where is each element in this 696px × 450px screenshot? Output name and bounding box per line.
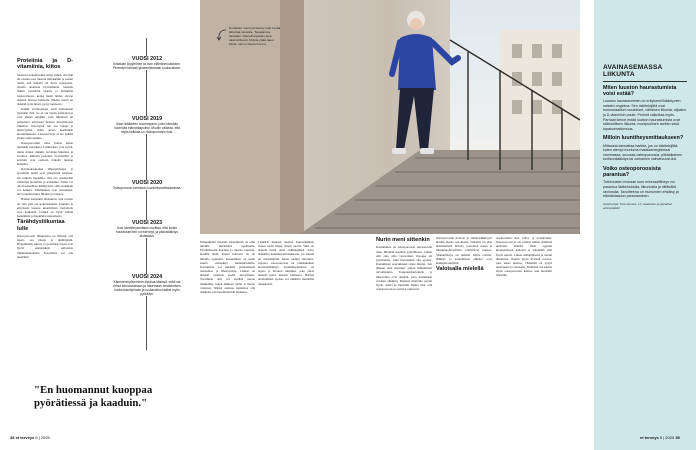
paragraph: Osteoporoosin liikunnassa on tärkeää, että luusto saa iskuja ja tärähdyksiä. Hyppiminen, kävely ja portaiden nousu ovat hyviä esimerkkejä sellaisista liikuntamuodoista. Kuormitus voi olla pientäkin. [17, 233, 73, 259]
paragraph: Kaatuminen on osteoporoosia sairastavalle riski. Minäkin kaaduin pyöräillessä, vaikka olin aina ollut varovainen. Kuoppa oli pyörätiessä, enkä huomannut sitä ajoissa. Kaatumisen seurauksena ranne murtui. Sen jälkeen olen miettinyt paljon liikkumisen turvallisuutta. Tasapainoharjoittelu ja lihasvoima ovat tärkeitä, jotta kaatumisia voidaan ehkäistä. Ranteen murtuma parani hyvin, mutta se muistutti minua siitä, että osteoporoosi on otettava vakavasti. [376, 245, 432, 291]
sidebar-answer: Mittausta kannattaa harkita, jos on riskitekijöitä, kuten aiempi murtuma matalaenergisessä vammassa, suvussa osteoporoosia, pitkäaikainen kortisonilääkitys tai varhainen vaihdevuosi-ikä. [603, 143, 683, 162]
sidebar-question: Voiko osteoporoosista parantua? [603, 165, 661, 179]
left-article-column [17, 57, 73, 260]
page-number: 39 [675, 435, 680, 440]
timeline [106, 34, 188, 364]
paragraph: Osteoporoosiin tulee hoitaa kuten muitakin sairauksia. Lääkitykset ovat hyviä, mutta niiden rinnalle tarvitaan liikuntaa ja ravintoa. Riittävä proteiini, D-vitamiini ja kalsium ovat osaltaan tärkeitä luuston kannalta. [17, 141, 73, 167]
sidebar-title: AVAINASEMASSA LIIKUNTA [603, 64, 663, 79]
info-sidebar [594, 0, 696, 450]
timeline-year: VUOSI 2023 [131, 220, 163, 226]
sidebar-content [603, 64, 687, 210]
timeline-entry-2019 [106, 116, 188, 134]
middle-article-column-2 [258, 240, 314, 287]
paragraph: Haluan kuitenkin muistuttaa, että ravinto on vain yksi osa kokonaisuutta. Liikunta ja erityisesti luustoa kuormittava harjoittelu ovat keskeisiä. Lisäksi on hyvä välttää kaatumisia ja huolehtia tasapainosta. [17, 197, 73, 218]
footer-brand: et terveys [640, 435, 659, 440]
paragraph: Seuraava kokeiluvaihe liittyi siihen, että hän oli ottanut osaa luuston mittauksiin ja saanut tietää, että hänellä oli lievä osteopenia. Aloitin ottamaan D-vitamiinia. Samalla lisäsin proteiinin saantia ja kalsiumia ruokavaliossa, koska tiesin niiden olevan tärkeitä luuston kunnolle. Niiden saanti on tärkeää, jotta luusto pysyy kunnossa. [17, 72, 73, 106]
timeline-entry-2020 [106, 180, 188, 190]
right-article-column-3 [496, 236, 552, 279]
timeline-line [146, 38, 147, 350]
sidebar-answer: Luuston haurastuminen on erityisesti ikääntyvien naisten ongelma. Sen riskitekijöitä ovat hormonaaliset muutokset, vähäinen liikunta, alipaino ja D-vitamiinin puute. Perimä vaikuttaa myös. Parhaat keinot estää luuston haurastumista ovat säännöllinen liikunta, monipuolinen ravinto sekä tupakoimattomuus. [603, 99, 687, 131]
caption-arrow-icon [216, 28, 228, 42]
heading-fell-anyway: Nurin meni sittenkin [376, 237, 430, 243]
timeline-entry-2023 [106, 220, 188, 238]
timeline-entry-2012 [106, 56, 188, 70]
paragraph: Kaikki ravintoaineet eivät kuitenkaan yksinään riitä. Se ei ole täysin kannattavaa vain yhteen tekijään, vaan liikunnan on pohjattava erityisesti luustoa kuormittavaa liikuntaa. Kävelyssä luu saa iskuja ja jäntevyyden, mikä auttaa kestämään kuormituksesta. Luustoterveys ei ole pelkkä yhden asian summa. [17, 107, 73, 141]
footer-issue: 6 | 2025 [35, 435, 50, 440]
footer-issue: 6 | 2025 [659, 435, 675, 440]
pull-quote: "En huomannut kuoppaa pyörätiessä ja kaaduin." [34, 384, 153, 409]
timeline-text: Saan ikiliikkeen nuorempana, joten kiinnitän huomiota elämäntapoihin. Muutin valkeaa, että myös kelkkaa on osteoporoosin riski. [114, 122, 180, 135]
timeline-year: VUOSI 2019 [131, 116, 163, 122]
paragraph: Ravintokeskeinen lähestymistapa ja proteiinin saanti ovat yhteydessä toisiinsa. On tärkeää huolehtia, että saa syödessään riittävästi proteiinia ja kalsiumia. Tämä voi olla haasteellista ikääntyessä, sillä ruokahalu voi heiketä. Tutkimukset ovat osoittaneet, että proteiini tukee lihaksia ja luustoa. [17, 167, 73, 197]
middle-article-column-1 [200, 240, 255, 295]
timeline-text: Kämmenmyöhemmin kipuilua käsissä, mikä sai minut kiinnostumaan ja hakemaan omatoimisen kuntoutusohjelman ja ruokavalion lisäksi myös pyöräilyn. [113, 280, 181, 297]
paragraph: Asenteellani olen vahva ja positiivinen. Osteoporoosi ei ole estänyt minua elämästä aktiivista elämää. Olen oppinut kuuntelemaan kehoani ja tekemään sille hyviä asioita. Liikun säännöllisesti ja nautin ulkoilusta. Nautin myös hyvästä ruoasta, joka tukee luustoa. Tärkeintä on pysyä aktiivisena ja valoisana. Elämästä voi nauttia myös osteoporoosin kanssa, kun huolehtii itsestään. [496, 236, 552, 278]
sidebar-expert-credit: Asiantuntija: Tiina Huusko, LT, sisätautien ja geriatrian erikoislääkäri [603, 201, 673, 210]
sidebar-answer: Tutkimusten mukaan luun mineraalitiheys voi parantua lääkehoidolla, liikunnalla ja riittävällä ravinnolla. Tavoitteena on murtumien ehkäisy ja elämänlaadun parantaminen. [603, 180, 679, 199]
sidebar-question: Milloin luuntiheysmittaukseen? [603, 135, 684, 142]
right-article-column-1 [376, 236, 432, 292]
heading-bright-mind: Valoisalla mielellä [436, 266, 484, 273]
timeline-entry-2024 [106, 274, 188, 296]
timeline-year: VUOSI 2020 [131, 180, 163, 186]
footer-left [10, 435, 50, 440]
right-article-column-2 [436, 236, 492, 275]
footer-brand: et terveys [15, 435, 35, 440]
paragraph: Osteoporoosin hoitoon ja ennaltaehkäisyyn kuuluu monta osa-aluetta. Liikunta on yksi tärkeimmistä. Kävely, portaiden nousu ja lihaskuntoharjoittelu vahvistavat luustoa. Säännöllisyys on tärkeää. Myös ravinto, lääkitys ja kaatumisten ehkäisy ovat keskeisiä tekijöitä. [436, 236, 492, 265]
timeline-text: Osteoporoosi varmistuu luuntiheysmittauksessa. [112, 186, 182, 190]
page-number: 38 [10, 435, 15, 440]
paragraph: Esimerkkinä itsestäni: kaatuminen on ollut minulle merkittävä tapahtuma. Pyöräillessäni kaaduin ja mursin ranteeni. Kesällä 2020, mietin hoitoani. Se oli minulle oppitunti. Kaatuminen on usein suurin riskitekijä luunmurtumille. Kaatumisia voi ehkäistä parantamalla tasapainoa ja lihasvoimaa. Lisäksi on tärkeää tarkistaa kodin turvallisuus. Tavallinen arki voi sisältää monia riskikohtia, kuten liukkaat lattiat ja huono valaistus. Näissä asioissa kannattaa olla tarkkana, jotta kaatumisriski pienenee. [200, 240, 255, 294]
footer-right [640, 435, 680, 440]
timeline-year: VUOSI 2012 [131, 56, 163, 62]
timeline-text: Keliakian löytyminen toi ison elämänmuutoksen. Perehdyn tarkasti gluteenittomaan ruokavalioon. [112, 62, 182, 71]
photo-caption: Portaiden nousu ja kävely ovat hyvää liikuntaa luustolle. Tasapainoa tarvitaan. Nousuharjoittelu aina säännöllisesti. Muista pitää tauot lukua, sanoo Saara Ikonen. [229, 26, 281, 46]
sidebar-question: Miten luuston haurastumista voisi estää? [603, 84, 677, 98]
paragraph: Lääkärin mukaan luuston haurastuminen etenee usein hiljaa, ilman oireita. Siksi on tärkeää tietää omat riskitekijänsä. Kysy lääkäriltä luuntiheysmittauksesta, jos sinulla on riskitekijöitä, kuten aiempi murtuma, suvussa osteoporoosia tai pitkäaikainen kortisonilääkitys. Luuntiheysmittaus on nopea ja kivuton tutkimus, joka antaa tärkeää tietoa luuston kunnosta. Hoidon aloittaminen ajoissa voi ehkäistä murtumia tehokkaasti. [258, 240, 314, 286]
timeline-text: Uusi luuntiheysmittaus osoittaa, että luiden haurastuminen on edennyt, ja pistoslääkitys aloitetaan. [116, 226, 178, 239]
sidebar-divider [603, 81, 687, 82]
timeline-year: VUOSI 2024 [131, 274, 163, 280]
heading-protein: Proteiinia ja D-vitamiinia, kiitos [17, 58, 73, 71]
heading-vibration-exercise: Tärähdysliikuntaa lulle [17, 219, 65, 232]
